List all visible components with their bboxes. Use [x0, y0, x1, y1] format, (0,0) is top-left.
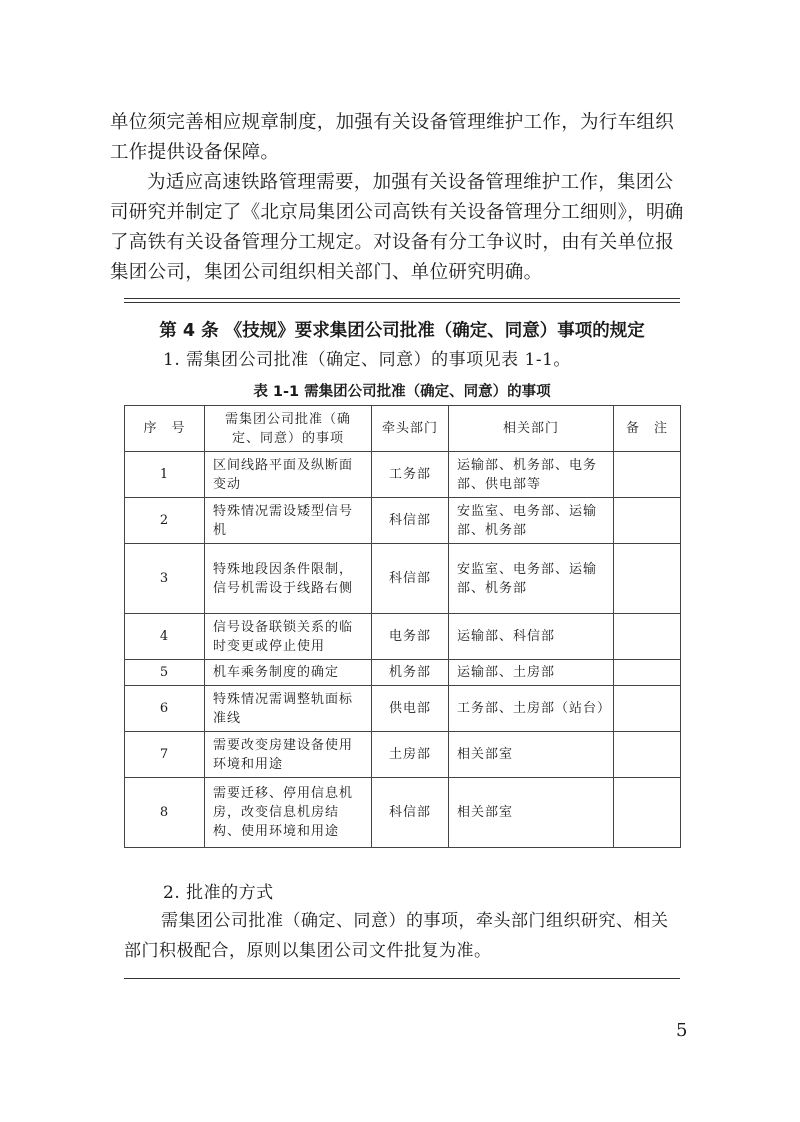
row-lead-dept: 机务部: [372, 660, 449, 686]
row-related-dept: 相关部室: [449, 732, 614, 778]
row-note: [614, 660, 681, 686]
row-item: 特殊地段因条件限制，信号机需设于线路右侧: [205, 544, 372, 614]
row-note: [614, 614, 681, 660]
intro-paragraph-2: 为适应高速铁路管理需要，加强有关设备管理维护工作，集团公司研究并制定了《北京局集团公司高铁有关设备管理分工细则》，明确了高铁有关设备管理分工规定。对设备有分工争议时，由有关单位报集团公司，集团公司组织相关部门、单位研究明确。: [110, 172, 684, 283]
section-bottom-rule: [124, 978, 680, 979]
row-item: 需要改变房建设备使用环境和用途: [205, 732, 372, 778]
table-caption: 表 1-1 需集团公司批准（确定、同意）的事项: [253, 384, 551, 400]
row-lead-dept: 科信部: [372, 544, 449, 614]
row-item: 需要迁移、停用信息机房，改变信息机房结构、使用环境和用途: [205, 778, 372, 848]
header-related: 相关部门: [449, 406, 614, 452]
row-related-dept: 运输部、科信部: [449, 614, 614, 660]
row-note: [614, 452, 681, 498]
table-row: [125, 544, 681, 614]
row-note: [614, 686, 681, 732]
row-lead-dept: 科信部: [372, 498, 449, 544]
row-number: 6: [125, 686, 205, 732]
row-number: 4: [125, 614, 205, 660]
header-no: 序 号: [125, 406, 205, 452]
intro-paragraph-1: 单位须完善相应规章制度，加强有关设备管理维护工作，为行车组织工作提供设备保障。: [110, 112, 675, 163]
article-item-2: 2. 批准的方式: [163, 883, 274, 903]
table-row: [125, 778, 681, 848]
table-body: [125, 452, 681, 848]
approval-items-table: [124, 405, 681, 848]
row-lead-dept: 工务部: [372, 452, 449, 498]
row-note: [614, 732, 681, 778]
row-number: 5: [125, 660, 205, 686]
row-number: 2: [125, 498, 205, 544]
row-number: 1: [125, 452, 205, 498]
row-lead-dept: 土房部: [372, 732, 449, 778]
table-row: [125, 732, 681, 778]
row-related-dept: 安监室、电务部、运输部、机务部: [449, 498, 614, 544]
row-lead-dept: 电务部: [372, 614, 449, 660]
row-note: [614, 498, 681, 544]
table-row: [125, 614, 681, 660]
table-header-row: [125, 406, 681, 452]
row-note: [614, 778, 681, 848]
row-item: 信号设备联锁关系的临时变更或停止使用: [205, 614, 372, 660]
article-item-1: 1. 需集团公司批准（确定、同意）的事项见表 1-1。: [163, 350, 571, 370]
row-related-dept: 运输部、土房部: [449, 660, 614, 686]
row-related-dept: 安监室、电务部、运输部、机务部: [449, 544, 614, 614]
row-note: [614, 544, 681, 614]
header-item: 需集团公司批准（确定、同意）的事项: [205, 406, 372, 452]
row-item: 特殊情况需设矮型信号机: [205, 498, 372, 544]
row-related-dept: 相关部室: [449, 778, 614, 848]
table-row: [125, 660, 681, 686]
table-row: [125, 686, 681, 732]
row-related-dept: 运输部、机务部、电务部、供电部等: [449, 452, 614, 498]
header-lead: 牵头部门: [372, 406, 449, 452]
article-item-2-body: 需集团公司批准（确定、同意）的事项，牵头部门组织研究、相关部门积极配合，原则以集团公司文件批复为准。: [124, 911, 669, 961]
row-related-dept: 工务部、土房部（站台）: [449, 686, 614, 732]
row-number: 7: [125, 732, 205, 778]
row-lead-dept: 供电部: [372, 686, 449, 732]
page-number: 5: [676, 1020, 688, 1041]
table-row: [125, 498, 681, 544]
header-note: 备 注: [614, 406, 681, 452]
row-number: 3: [125, 544, 205, 614]
article-heading: 第 4 条 《技规》要求集团公司批准（确定、同意）事项的规定: [159, 321, 645, 341]
row-item: 特殊情况需调整轨面标准线: [205, 686, 372, 732]
row-number: 8: [125, 778, 205, 848]
row-lead-dept: 科信部: [372, 778, 449, 848]
section-top-rule: [124, 298, 680, 303]
row-item: 区间线路平面及纵断面变动: [205, 452, 372, 498]
row-item: 机车乘务制度的确定: [205, 660, 372, 686]
table-row: [125, 452, 681, 498]
